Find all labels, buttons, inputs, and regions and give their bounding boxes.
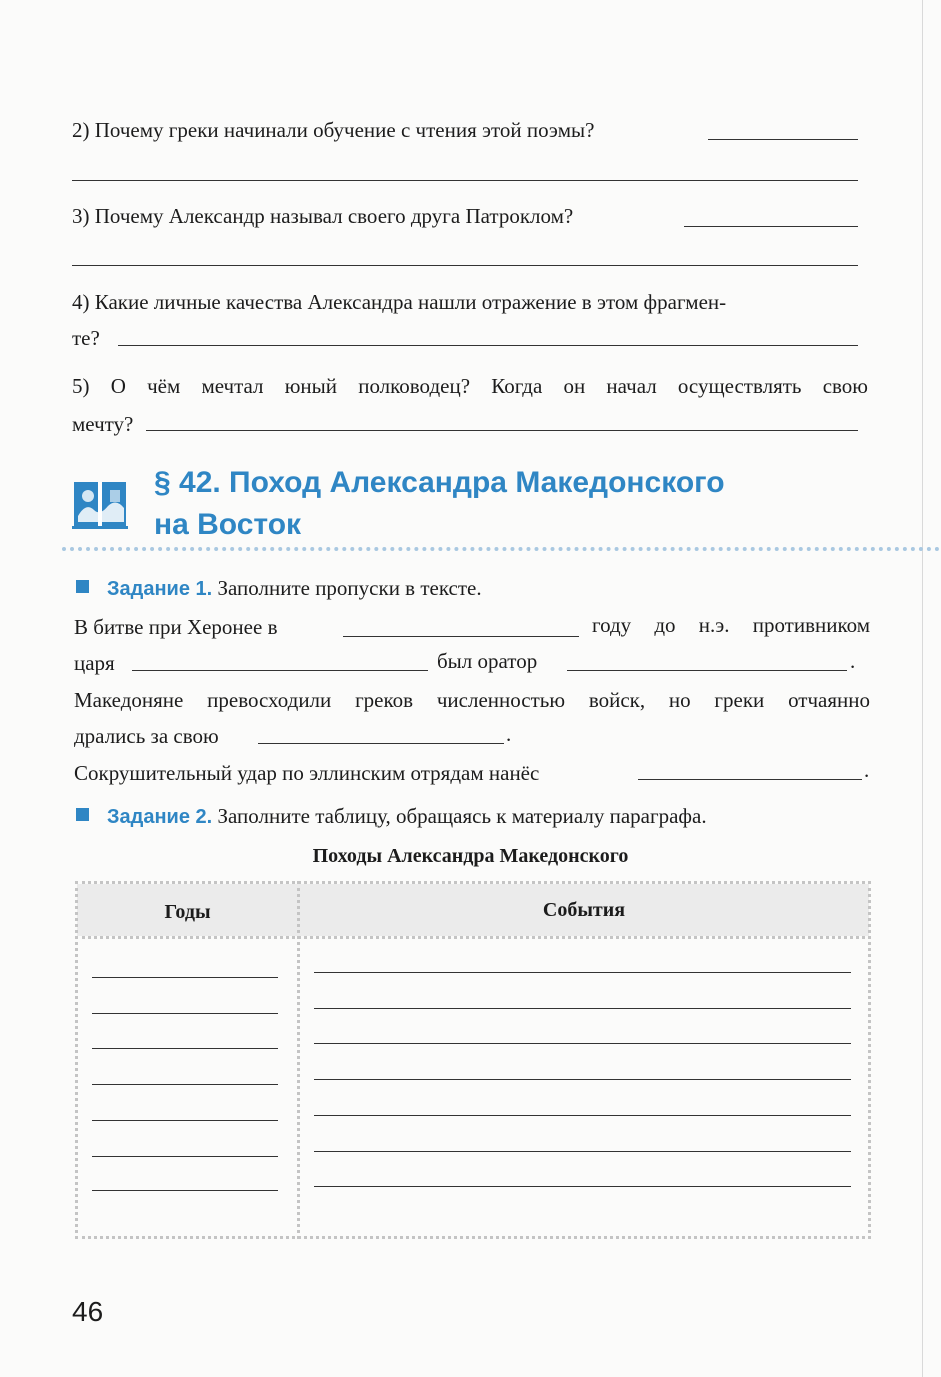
blank-king[interactable] — [132, 670, 428, 671]
answer-line[interactable] — [72, 180, 858, 181]
blank-commander[interactable] — [638, 779, 862, 780]
question-3: 3) Почему Александр называл своего друга Патроклом? — [72, 204, 574, 228]
question-5-line-2: мечту? — [72, 412, 134, 436]
task-1-text: . — [506, 722, 512, 746]
answer-line[interactable] — [684, 226, 858, 227]
table-border — [297, 881, 300, 1239]
task-1-text: году до н.э. противником — [592, 613, 870, 637]
table-border — [868, 881, 871, 1239]
table-border — [75, 1236, 871, 1239]
page-number: 46 — [72, 1296, 104, 1327]
events-answer-line[interactable] — [314, 1008, 851, 1009]
question-2: 2) Почему греки начинали обучение с чтения этой поэмы? — [72, 118, 595, 142]
years-answer-line[interactable] — [92, 977, 278, 978]
years-answer-line[interactable] — [92, 1120, 278, 1121]
table-title: Походы Александра Македонского — [312, 845, 629, 867]
years-answer-line[interactable] — [92, 1190, 278, 1191]
answer-line[interactable] — [146, 430, 858, 431]
table-border — [75, 936, 871, 939]
answer-line[interactable] — [118, 345, 858, 346]
question-4-text: 4) Какие личные качества Александра нашли отражение в этом фрагмен- — [72, 290, 727, 314]
task-2-label: Задание 2. — [107, 806, 213, 828]
blank-orator[interactable] — [567, 670, 847, 671]
book-icon — [72, 476, 128, 532]
task-2-header — [76, 803, 707, 830]
events-answer-line[interactable] — [314, 972, 851, 973]
task-2-instruction: Заполните таблицу, обращаясь к материалу параграфа. — [217, 804, 707, 828]
years-answer-line[interactable] — [92, 1048, 278, 1049]
question-4-line-2: те? — [72, 326, 100, 350]
task-bullet — [76, 808, 89, 821]
section-title-line-1: § 42. Поход Александра Македонского — [154, 466, 725, 499]
task-1-instruction: Заполните пропуски в тексте. — [217, 576, 482, 600]
task-1-label: Задание 1. — [107, 578, 213, 600]
task-1-text: В битве при Херонее в — [74, 615, 278, 639]
table-border — [75, 881, 871, 884]
answer-line[interactable] — [708, 139, 858, 140]
task-1-text: . — [850, 649, 856, 673]
section-title — [154, 462, 725, 546]
blank-year[interactable] — [343, 636, 579, 637]
events-answer-line[interactable] — [314, 1043, 851, 1044]
answer-line[interactable] — [72, 265, 858, 266]
task-1-text: Македоняне превосходили греков численностью войск, но греки отчаянно — [74, 688, 870, 712]
blank-freedom[interactable] — [258, 743, 504, 744]
events-answer-line[interactable] — [314, 1151, 851, 1152]
years-answer-line[interactable] — [92, 1084, 278, 1085]
question-4-line-1 — [72, 289, 868, 315]
task-bullet — [76, 580, 89, 593]
section-divider — [62, 547, 940, 551]
question-5-line-1: 5) О чём мечтал юный полководец? Когда он начал осуществлять свою — [72, 374, 868, 398]
section-title-line-2: на Восток — [154, 508, 302, 541]
events-answer-line[interactable] — [314, 1115, 851, 1116]
task-1-text: был оратор — [437, 649, 538, 673]
task-1-text: . — [864, 758, 870, 782]
years-answer-line[interactable] — [92, 1013, 278, 1014]
task-1-text: Сокрушительный удар по эллинским отрядам нанёс — [74, 761, 540, 785]
events-answer-line[interactable] — [314, 1186, 851, 1187]
table-border — [75, 881, 78, 1239]
events-answer-line[interactable] — [314, 1079, 851, 1080]
task-1-text: дрались за свою — [74, 724, 219, 748]
column-header-events: События — [542, 899, 626, 921]
column-header-years: Годы — [164, 901, 211, 923]
task-1-header — [76, 575, 482, 602]
years-answer-line[interactable] — [92, 1156, 278, 1157]
task-1-text: царя — [74, 651, 115, 675]
